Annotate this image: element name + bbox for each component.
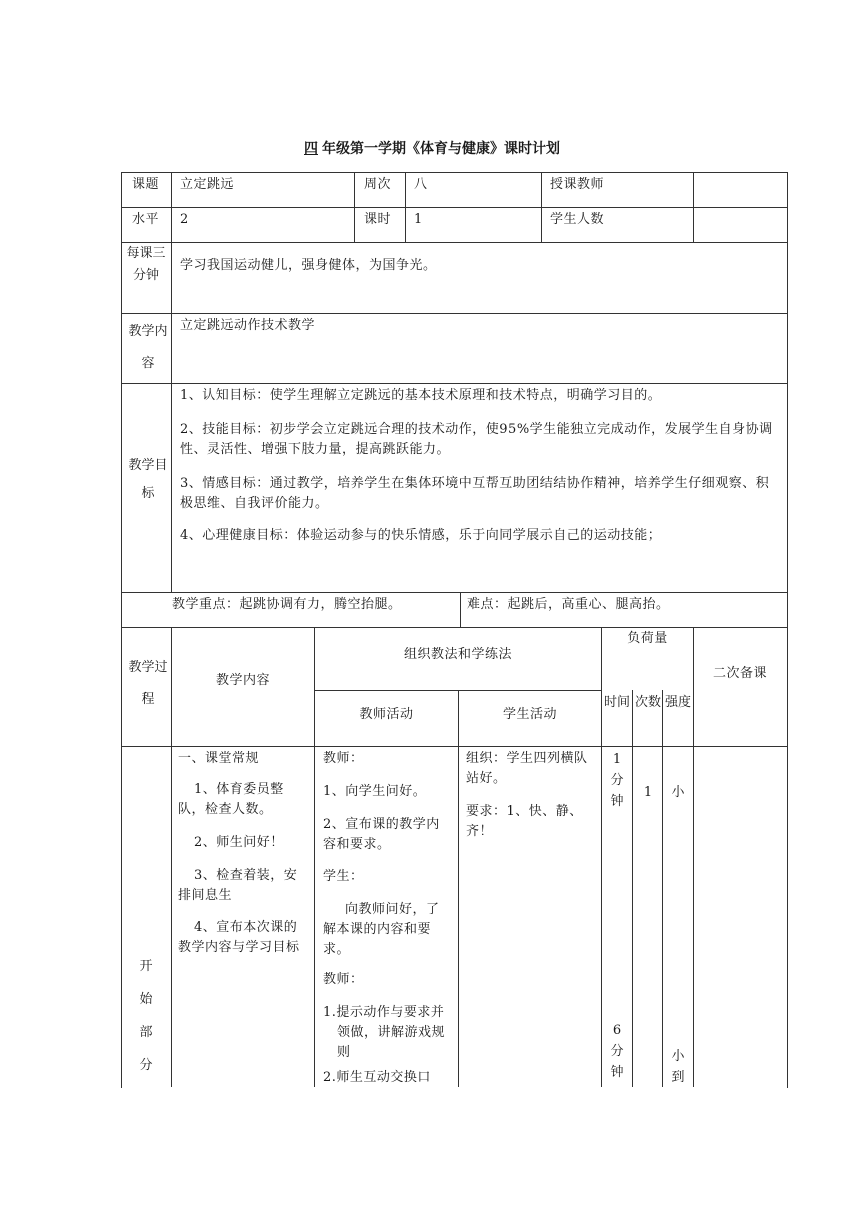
start-section-label: 开始部分	[139, 959, 153, 1073]
teacher-activity-text: 2、宣布课的教学内容和要求。	[323, 817, 440, 852]
week-label: 周次	[364, 177, 392, 192]
row-divider	[121, 383, 787, 384]
goal-item: 1、认知目标：使学生理解立定跳远的基本技术原理和技术特点，明确学习目的。	[180, 388, 662, 403]
row-divider	[121, 627, 787, 628]
teacher-activity-text: 1、向学生问好。	[323, 784, 427, 799]
col-divider	[354, 172, 355, 242]
level-label: 水平	[132, 212, 160, 227]
col-divider	[662, 690, 663, 1087]
teacher-activity-text: 向教师问好，了解本课的内容和要求。	[323, 902, 440, 957]
col-divider	[541, 172, 542, 242]
student-activity-text: 要求：1、快、静、齐！	[466, 804, 583, 839]
start-content-item: 3、检查着装，安排间息生	[178, 868, 298, 903]
goal-item: 4、心理健康目标：体验运动参与的快乐情感，乐于向同学展示自己的运动技能；	[180, 528, 662, 543]
week-value: 八	[414, 177, 428, 192]
row-divider	[121, 242, 787, 243]
student-activity-text: 组织：学生四列横队站好。	[466, 751, 588, 786]
title-text: 年级第一学期《体育与健康》课时计划	[322, 141, 560, 157]
teacher-activity-text: 学生：	[323, 869, 364, 884]
col-divider	[171, 172, 172, 592]
goal-item: 3、情感目标：通过教学，培养学生在集体环境中互帮互助团结结协作精神，培养学生仔细观察、积极思维、自我评价能力。	[180, 476, 770, 511]
time-value: 1分钟	[610, 752, 624, 809]
intensity-value: 小	[671, 785, 685, 800]
col-divider	[405, 172, 406, 242]
time-col-label: 时间	[603, 695, 630, 710]
student-activity-label: 学生活动	[502, 707, 557, 722]
start-content-item: 2、师生问好！	[194, 835, 284, 850]
teacher-activity-text: 2.师生互动交换口	[323, 1070, 431, 1085]
method-col-label: 组织教法和学练法	[403, 647, 512, 662]
daily-text: 学习我国运动健儿，强身健体，为国争光。	[180, 258, 437, 273]
col-divider	[693, 627, 694, 1087]
start-content-item: 4、宣布本次课的教学内容与学习目标	[178, 920, 300, 955]
remark-col-label: 二次备课	[712, 666, 767, 681]
page-title	[0, 138, 860, 158]
content-text: 立定跳远动作技术教学	[180, 318, 316, 333]
col-divider	[693, 172, 694, 242]
period-value: 1	[414, 212, 423, 227]
start-content-item: 1、体育委员整队，检查人数。	[178, 782, 284, 817]
topic-label: 课题	[132, 177, 160, 192]
level-value: 2	[180, 212, 189, 227]
count-col-label: 次数	[634, 695, 661, 710]
goal-item: 2、技能目标：初步学会立定跳远合理的技术动作，使95%学生能独立完成动作，发展学生自身协调性、灵活性、增强下肢力量，提高跳跃能力。	[180, 422, 773, 457]
content-col-label: 教学内容	[215, 673, 270, 688]
count-value: 1	[643, 785, 653, 800]
content-label: 教学内容	[128, 324, 168, 371]
process-label: 教学过程	[128, 660, 168, 707]
teacher-activity-label: 教师活动	[359, 707, 414, 722]
grade-value: 四	[304, 141, 318, 157]
topic-value: 立定跳远	[180, 177, 235, 192]
goals-label: 教学目标	[128, 458, 168, 501]
teacher-activity-text: 1.提示动作与要求并领做，讲解游戏规则	[323, 1005, 446, 1060]
row-divider	[121, 207, 787, 208]
teacher-activity-text: 教师：	[323, 751, 364, 766]
teacher-activity-text: 教师：	[323, 972, 364, 987]
daily-label: 每课三分钟	[126, 246, 166, 283]
teaching-focus: 教学重点：起跳协调有力，腾空抬腿。	[172, 597, 402, 612]
start-content-heading: 一、课堂常规	[178, 751, 260, 766]
col-divider	[632, 690, 633, 1087]
load-col-label: 负荷量	[627, 631, 668, 646]
students-label: 学生人数	[550, 212, 605, 227]
intensity-value: 小到	[671, 1049, 685, 1085]
row-divider	[121, 746, 787, 747]
intensity-col-label: 强度	[664, 695, 691, 710]
col-divider	[458, 690, 459, 1087]
row-divider	[121, 313, 787, 314]
teacher-label: 授课教师	[550, 177, 605, 192]
col-divider	[314, 627, 315, 1087]
teaching-difficulty: 难点：起跳后，高重心、腿高抬。	[467, 597, 670, 612]
period-label: 课时	[364, 212, 392, 227]
time-value: 6分钟	[610, 1023, 624, 1080]
col-divider	[460, 592, 461, 627]
row-divider	[121, 592, 787, 593]
